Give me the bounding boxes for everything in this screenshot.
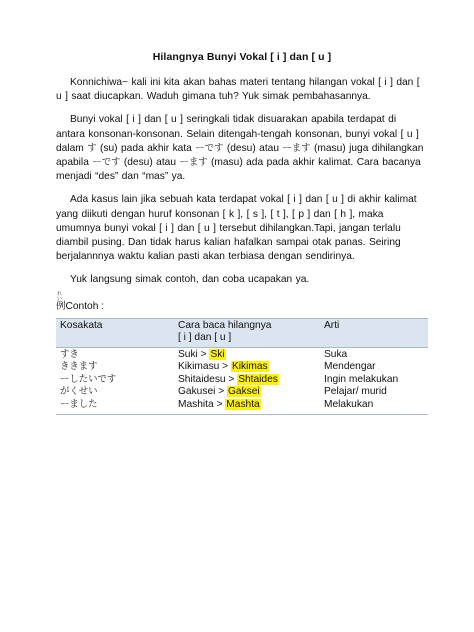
reading-original: Shitaidesu > bbox=[178, 373, 238, 385]
paragraph-text: Bunyi vokal [ i ] dan [ u ] seringkali tidak disuarakan apabila terdapat di antara konsonan-konsonan. Selain ditengah-tengah konsonan, bunyi vokal [ u ] dalam bbox=[56, 114, 419, 154]
paragraph-text: (desu) atau bbox=[120, 157, 180, 169]
table-cell-arti: Pelajar/ murid bbox=[324, 386, 387, 398]
table-cell-cara-baca bbox=[178, 349, 316, 362]
paragraph-text: (su) pada akhir kata bbox=[96, 142, 196, 154]
table-cell-kosakata: ききます bbox=[60, 361, 98, 373]
document-content bbox=[56, 50, 428, 415]
paragraph-intro: Konnichiwa~ kali ini kita akan bahas materi tentang hilangan vokal [ i ] dan [ u ] saat diucapkan. Waduh gimana tuh? Yuk simak pembahasannya. bbox=[56, 77, 420, 103]
reading-original: Kikimasu > bbox=[178, 361, 231, 373]
table-body-row bbox=[56, 347, 428, 411]
table-cell-cara-baca bbox=[178, 386, 316, 399]
table-cell-arti: Mendengar bbox=[324, 361, 376, 373]
header-arti: Arti bbox=[320, 318, 428, 347]
reading-highlight: Gaksei bbox=[227, 386, 260, 398]
arti-column bbox=[320, 347, 428, 411]
vocabulary-table bbox=[56, 318, 428, 415]
reading-highlight: Kikimas bbox=[231, 361, 268, 373]
paragraph-text: (desu) atau bbox=[223, 142, 283, 154]
table-cell-arti: Melakukan bbox=[324, 399, 374, 411]
table-cell-cara-baca bbox=[178, 361, 316, 374]
reading-highlight: Shtaides bbox=[238, 373, 278, 385]
paragraph-invitation: Yuk langsung simak contoh, dan coba ucapakan ya. bbox=[70, 274, 310, 286]
table-cell-kosakata: ーました bbox=[60, 399, 98, 411]
paragraph-other-cases: Ada kasus lain jika sebuah kata terdapat vokal [ i ] dan [ u ] di akhir kalimat yang diikuti dengan huruf konsonan [ k ], [ s ], [ t ], [ p ] dan [ h ], maka umumnya bunyi vokal [ i ] dan [ u ] tersebut dihilangkan.Tapi, jangan terlalu diambil pusing. Dan tidak harus kalian hafalkan sampai otak panas. Seiring berjalannnya waktu kalian pasti akan terbiasa dengan sendirinya. bbox=[56, 194, 417, 263]
header-cara-baca-line2: [ i ] dan [ u ] bbox=[178, 332, 232, 344]
paragraph-text: (masu) juga dihilangkan apabila bbox=[56, 142, 424, 169]
example-kanji-wrap bbox=[56, 290, 66, 314]
table-cell-kosakata: ーしたいです bbox=[60, 373, 117, 385]
example-furigana: れい bbox=[57, 290, 63, 302]
japanese-masu: ーます bbox=[282, 142, 311, 154]
reading-highlight: Mashta bbox=[226, 399, 260, 411]
kosakata-column bbox=[56, 347, 174, 411]
reading-highlight: Ski bbox=[210, 348, 225, 360]
japanese-desu: ーです bbox=[92, 157, 121, 169]
japanese-masu: ーます bbox=[179, 157, 208, 169]
example-kanji: 例 bbox=[56, 300, 66, 312]
header-kosakata: Kosakata bbox=[56, 318, 174, 347]
table-header-row bbox=[56, 318, 428, 347]
paragraph-text: (masu) ada pada akhir kalimat. Cara bacanya menjadi “des” dan “mas” ya. bbox=[56, 157, 421, 183]
table-cell-kosakata: がくせい bbox=[60, 386, 98, 398]
paragraph-explanation bbox=[56, 113, 428, 184]
document-title: Hilangnya Bunyi Vokal [ i ] dan [ u ] bbox=[152, 51, 332, 63]
cara-baca-column bbox=[174, 347, 320, 411]
table-cell-arti: Suka bbox=[324, 348, 348, 360]
example-heading bbox=[56, 290, 428, 314]
japanese-desu: ーです bbox=[195, 142, 224, 154]
reading-original: Mashita > bbox=[178, 399, 226, 411]
reading-original: Gakusei > bbox=[178, 386, 227, 398]
header-cara-baca bbox=[174, 318, 320, 347]
table-cell-arti: Ingin melakukan bbox=[324, 373, 399, 385]
table-cell-cara-baca bbox=[178, 374, 316, 387]
japanese-su: す bbox=[87, 142, 97, 154]
table-cell-kosakata: すき bbox=[60, 348, 79, 360]
reading-original: Suki > bbox=[178, 348, 210, 360]
example-label: Contoh : bbox=[65, 300, 105, 312]
header-cara-baca-line1: Cara baca hilangnya bbox=[178, 319, 272, 331]
table-bottom-border bbox=[56, 412, 428, 415]
table-cell-cara-baca bbox=[178, 399, 316, 412]
